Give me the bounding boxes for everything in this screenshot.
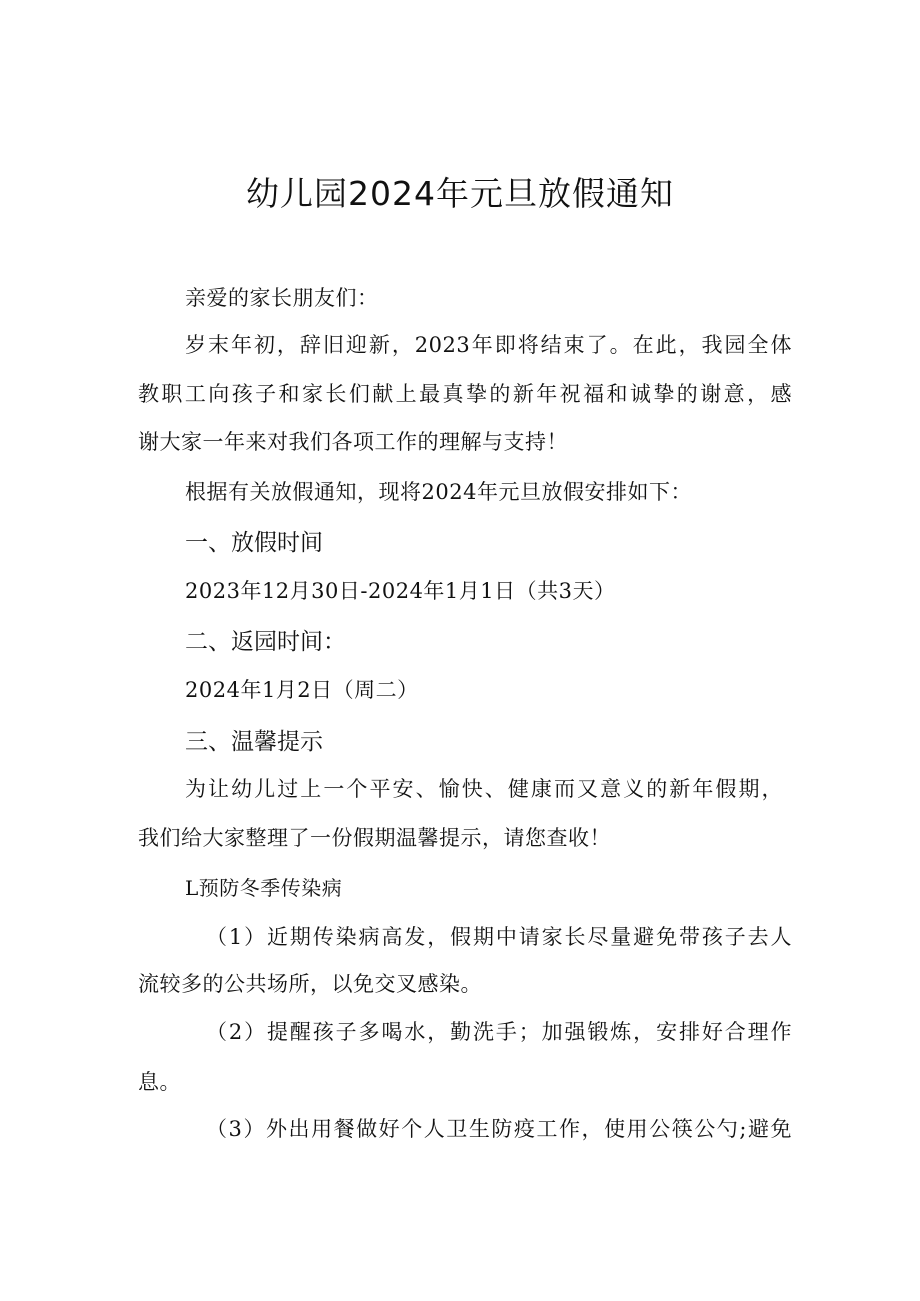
page-title: 幼儿园2024年元旦放假通知 <box>246 174 674 213</box>
section-heading-return-time: 二、返园时间： <box>185 629 346 655</box>
tips-para-line-2: 我们给大家整理了一份假期温馨提示，请您查收！ <box>138 826 611 850</box>
return-time-text: 2024年1月2日（周二） <box>185 678 419 702</box>
tips-para-line-1: 为让幼儿过上一个平安、愉快、健康而又意义的新年假期， <box>185 777 783 801</box>
arrangement-text: 根据有关放假通知，现将2024年元旦放假安排如下： <box>185 480 692 504</box>
intro-line-3: 谢大家一年来对我们各项工作的理解与支持！ <box>138 430 568 454</box>
tip-item-2-line-1: （2）提醒孩子多喝水，勤洗手；加强锻炼，安排好合理作 <box>206 1020 792 1044</box>
tip-item-2-line-2: 息。 <box>138 1070 181 1094</box>
section-heading-tips: 三、温馨提示 <box>185 729 323 755</box>
tip-item-1-line-2: 流较多的公共场所，以免交叉感染。 <box>138 972 482 996</box>
greeting: 亲爱的家长朋友们： <box>185 286 379 310</box>
tip-item-1-line-1: （1）近期传染病高发，假期中请家长尽量避免带孩子去人 <box>206 925 792 949</box>
intro-line-1: 岁末年初，辞旧迎新，2023年即将结束了。在此，我园全体 <box>185 333 792 357</box>
tip-item-3-line-1: （3）外出用餐做好个人卫生防疫工作，使用公筷公勺;避免 <box>206 1117 792 1141</box>
holiday-time-text: 2023年12月30日-2024年1月1日（共3天） <box>185 579 616 603</box>
section-heading-holiday-time: 一、放假时间 <box>185 530 323 556</box>
intro-line-2: 教职工向孩子和家长们献上最真挚的新年祝福和诚挚的谢意，感 <box>138 382 792 406</box>
tips-subheading: L预防冬季传染病 <box>185 876 343 900</box>
